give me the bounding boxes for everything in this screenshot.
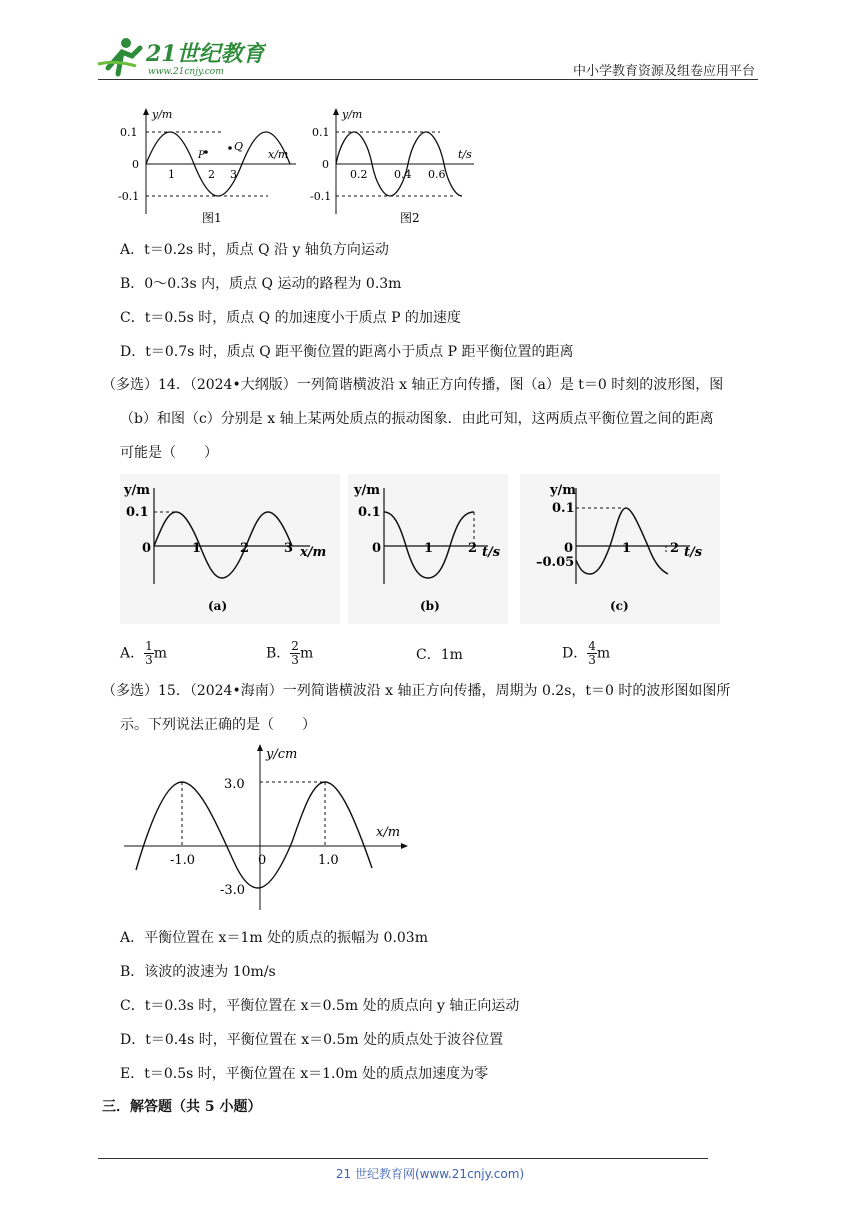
q14-line1: （多选）14．（2024•大纲版）一列简谐横波沿 x 轴正方向传播，图（a）是 t＝0 时刻的波形图，图 — [102, 377, 724, 393]
q15-fig-ylabel: y/cm — [266, 747, 298, 762]
fig-c-zero: 0 — [564, 541, 574, 556]
fig-b-caption: (b) — [420, 599, 440, 613]
q15-fig-ybottom: -3.0 — [220, 883, 246, 898]
fig2-ybottom: -0.1 — [310, 190, 332, 203]
fig1-point-q: Q — [234, 140, 244, 153]
q15-option-e: E．t＝0.5s 时，平衡位置在 x＝1.0m 处的质点加速度为零 — [120, 1066, 489, 1082]
fig1-point-p: P — [198, 150, 205, 161]
q15-fig — [120, 742, 410, 914]
fig-b-ylabel: y/m — [354, 483, 381, 498]
fig-b-zero: 0 — [372, 541, 382, 556]
q13-option-b: B．0～0.3s 内，质点 Q 运动的路程为 0.3m — [120, 276, 402, 292]
fig-b-ytop: 0.1 — [358, 505, 381, 520]
header-divider — [98, 79, 758, 80]
q13-fig1 — [118, 106, 308, 226]
choice-b-num: 2 — [291, 639, 299, 653]
fig2-caption: 图2 — [400, 211, 420, 225]
fig2-ylabel: y/m — [342, 108, 363, 121]
choice-a-label: A． — [120, 645, 145, 662]
q15-option-a: A．平衡位置在 x＝1m 处的质点的振幅为 0.03m — [120, 930, 428, 946]
fig-a-tick-2: 2 — [240, 541, 250, 556]
fig1-yzero: 0 — [132, 158, 139, 171]
fig2-tick-04: 0.4 — [394, 168, 412, 181]
choice-b-unit: m — [299, 645, 314, 662]
q14-line2: （b）和图（c）分别是 x 轴上某两处质点的振动图象．由此可知，这两质点平衡位置之间的距离 — [120, 411, 714, 427]
fig1-tick-3: 3 — [230, 168, 237, 181]
fig1-xlabel: x/m — [268, 148, 289, 161]
choice-d-label: D． — [562, 645, 588, 662]
q15-line2: 示。下列说法正确的是（ ） — [120, 717, 316, 733]
q15-line1: （多选）15．（2024•海南）一列简谐横波沿 x 轴正方向传播，周期为 0.2s，t＝0 时的波形图如图所 — [102, 683, 731, 699]
fig1-caption: 图1 — [202, 211, 222, 225]
fig-c-yneg: –0.05 — [536, 555, 575, 570]
logo-url: www.21cnjy.com — [148, 67, 224, 77]
fig-a-ylabel: y/m — [124, 483, 151, 498]
fig-b-xlabel: t/s — [482, 545, 501, 560]
fig-c-ytop: 0.1 — [552, 501, 575, 516]
choice-b-den: 3 — [291, 653, 299, 667]
choice-d-den: 3 — [588, 653, 596, 667]
logo-text: 21世纪教育 — [146, 41, 265, 67]
q14-choice-c: C．1m — [416, 647, 463, 663]
fig-a-ytop: 0.1 — [126, 505, 149, 520]
q15-fig-ytop: 3.0 — [224, 777, 245, 792]
q15-fig-zero: 0 — [258, 853, 267, 868]
platform-title: 中小学教育资源及组卷应用平台 — [572, 64, 755, 79]
q13-fig2 — [308, 106, 478, 226]
q15-option-c: C．t＝0.3s 时，平衡位置在 x＝0.5m 处的质点向 y 轴正向运动 — [120, 998, 520, 1014]
q15-fig-xlabel: x/m — [376, 825, 401, 840]
fig-c-ylabel: y/m — [550, 483, 577, 498]
q13-option-a: A．t＝0.2s 时，质点 Q 沿 y 轴负方向运动 — [120, 242, 389, 258]
q14-choice-d — [562, 640, 610, 667]
q13-option-c: C．t＝0.5s 时，质点 Q 的加速度小于质点 P 的加速度 — [120, 310, 461, 326]
choice-b-label: B． — [266, 645, 291, 662]
fig2-yzero: 0 — [322, 158, 329, 171]
choice-a-num: 1 — [145, 639, 153, 653]
fig-c-tick-1: 1 — [622, 541, 632, 556]
choice-d-unit: m — [596, 645, 611, 662]
fig1-tick-2: 2 — [208, 168, 215, 181]
fig-a-zero: 0 — [142, 541, 152, 556]
choice-a-unit: m — [153, 645, 168, 662]
fig-c-caption: (c) — [610, 599, 629, 613]
header-logo — [96, 34, 266, 78]
q14-stem — [102, 368, 762, 470]
fig-a-tick-3: 3 — [284, 541, 294, 556]
q15-stem — [102, 674, 762, 742]
fig-c-xlabel: t/s — [684, 545, 703, 560]
q13-option-d: D．t＝0.7s 时，质点 Q 距平衡位置的距离小于质点 P 距平衡位置的距离 — [120, 344, 574, 360]
footer-link[interactable]: 21 世纪教育网(www.21cnjy.com) — [335, 1167, 525, 1181]
fig-a-tick-1: 1 — [192, 541, 202, 556]
q14-line3: 可能是（ ） — [120, 445, 218, 461]
q15-fig-xneg: -1.0 — [170, 853, 196, 868]
choice-b-fraction — [290, 640, 300, 667]
choice-a-fraction — [144, 640, 154, 667]
fig-a-xlabel: x/m — [300, 545, 327, 560]
choice-a-den: 3 — [145, 653, 153, 667]
fig1-ybottom: -0.1 — [118, 190, 140, 203]
q14-fig-a — [120, 474, 340, 624]
runner-logo-icon — [98, 38, 140, 74]
footer-divider — [98, 1158, 708, 1159]
q14-fig-c — [520, 474, 720, 624]
q15-fig-xpos: 1.0 — [318, 853, 339, 868]
fig-b-tick-1: 1 — [424, 541, 434, 556]
q15-option-b: B．该波的波速为 10m/s — [120, 964, 276, 980]
q14-choice-a — [120, 640, 167, 667]
q14-choice-b — [266, 640, 313, 667]
fig2-xlabel: t/s — [458, 148, 472, 161]
fig-b-tick-2: 2 — [468, 541, 478, 556]
fig2-tick-06: 0.6 — [428, 168, 446, 181]
fig-a-caption: (a) — [208, 599, 228, 613]
fig-c-tick-2: 2 — [670, 541, 680, 556]
choice-d-num: 4 — [588, 639, 596, 653]
q14-fig-b — [348, 474, 508, 624]
fig1-tick-1: 1 — [168, 168, 175, 181]
fig2-tick-02: 0.2 — [350, 168, 368, 181]
choice-d-fraction — [587, 640, 597, 667]
q15-option-d: D．t＝0.4s 时，平衡位置在 x＝0.5m 处的质点处于波谷位置 — [120, 1032, 504, 1048]
fig1-ytop: 0.1 — [120, 126, 138, 139]
fig1-ylabel: y/m — [152, 108, 173, 121]
section-three-heading: 三．解答题（共 5 小题） — [102, 1099, 262, 1115]
fig2-ytop: 0.1 — [312, 126, 330, 139]
